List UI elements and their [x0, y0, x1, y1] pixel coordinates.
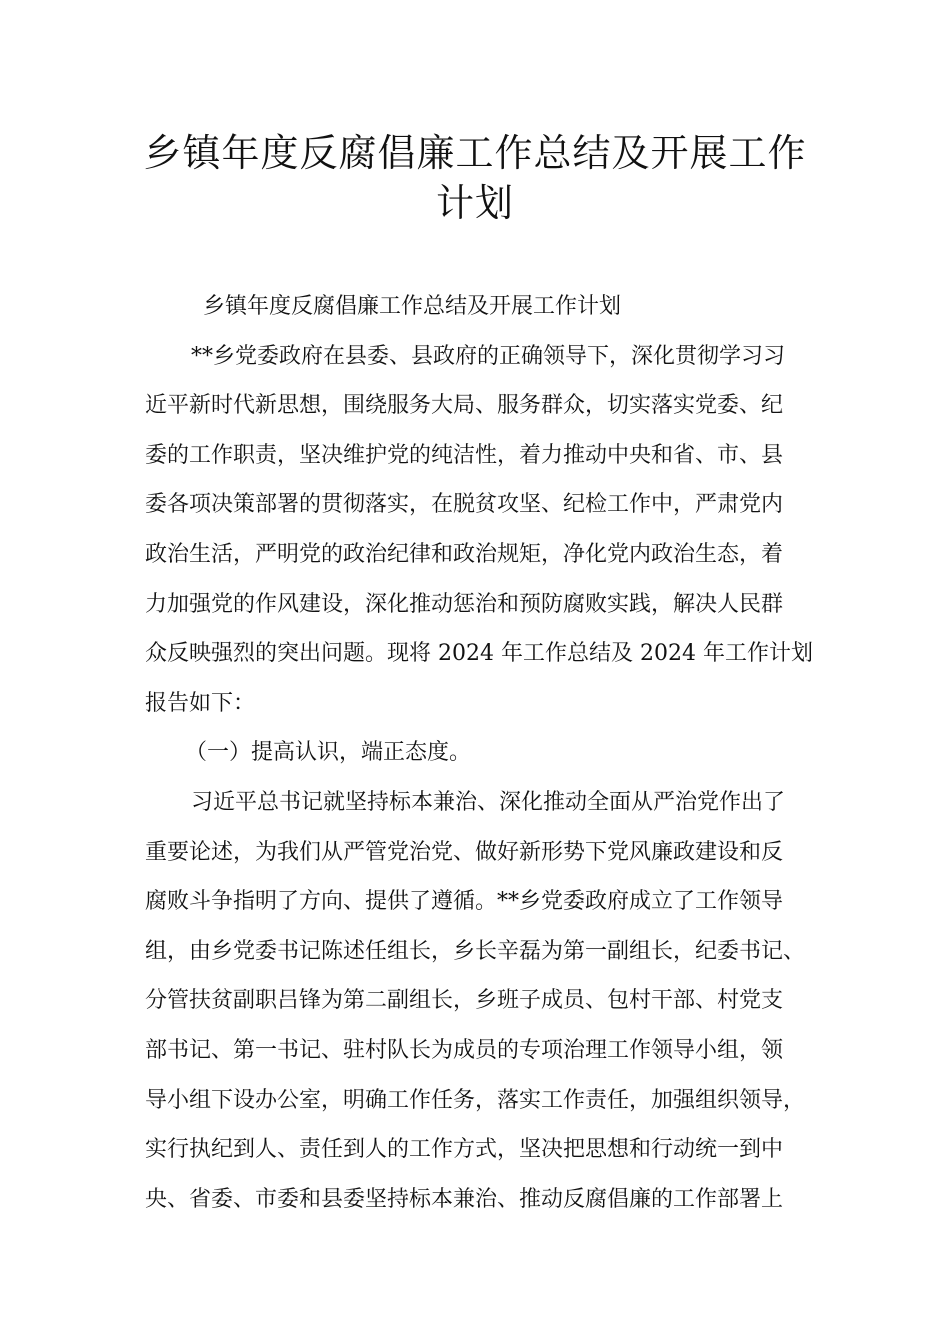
paragraph-2-line: 部书记、第一书记、驻村队长为成员的专项治理工作领导小组，领: [145, 1037, 784, 1063]
paragraph-1-line: 力加强党的作风建设，深化推动惩治和预防腐败实践，解决人民群: [145, 591, 784, 617]
title-line-2: 计划: [435, 181, 514, 225]
paragraph-1-line: 委各项决策部署的贯彻落实，在脱贫攻坚、纪检工作中，严肃党内: [145, 492, 784, 518]
paragraph-2-line: 央、省委、市委和县委坚持标本兼治、推动反腐倡廉的工作部署上: [145, 1186, 784, 1212]
section-1-heading: （一）提高认识，端正态度。: [185, 740, 472, 766]
paragraph-1-line: 报告如下：: [145, 690, 256, 716]
paragraph-2-line: 实行执纪到人、责任到人的工作方式，坚决把思想和行动统一到中: [145, 1137, 784, 1163]
paragraph-1-line: 众反映强烈的突出问题。现将 2024 年工作总结及 2024 年工作计划: [145, 641, 813, 667]
paragraph-1-line: 近平新时代新思想，围绕服务大局、服务群众，切实落实党委、纪: [145, 393, 784, 419]
paragraph-2-line: 腐败斗争指明了方向、提供了遵循。**乡党委政府成立了工作领导: [145, 889, 784, 915]
document-title: [100, 128, 850, 228]
paragraph-1-line: 委的工作职责，坚决维护党的纯洁性，着力推动中央和省、市、县: [145, 442, 784, 468]
title-line-1: 乡镇年度反腐倡廉工作总结及开展工作: [143, 131, 807, 175]
paragraph-1-line: 政治生活，严明党的政治纪律和政治规矩，净化党内政治生态，着: [145, 541, 784, 567]
subtitle-line: 乡镇年度反腐倡廉工作总结及开展工作计划: [203, 294, 622, 319]
document-body: [145, 282, 825, 1224]
paragraph-2-line: 导小组下设办公室，明确工作任务，落实工作责任，加强组织领导，: [145, 1087, 806, 1113]
paragraph-2-line: 分管扶贫副职吕锋为第二副组长，乡班子成员、包村干部、村党支: [145, 988, 784, 1014]
paragraph-2-line: 习近平总书记就坚持标本兼治、深化推动全面从严治党作出了: [191, 789, 786, 815]
paragraph-1-line: **乡党委政府在县委、县政府的正确领导下，深化贯彻学习习: [191, 343, 786, 369]
paragraph-2-line: 组，由乡党委书记陈述任组长，乡长辛磊为第一副组长，纪委书记、: [145, 938, 806, 964]
paragraph-2-line: 重要论述，为我们从严管党治党、做好新形势下党风廉政建设和反: [145, 839, 784, 865]
